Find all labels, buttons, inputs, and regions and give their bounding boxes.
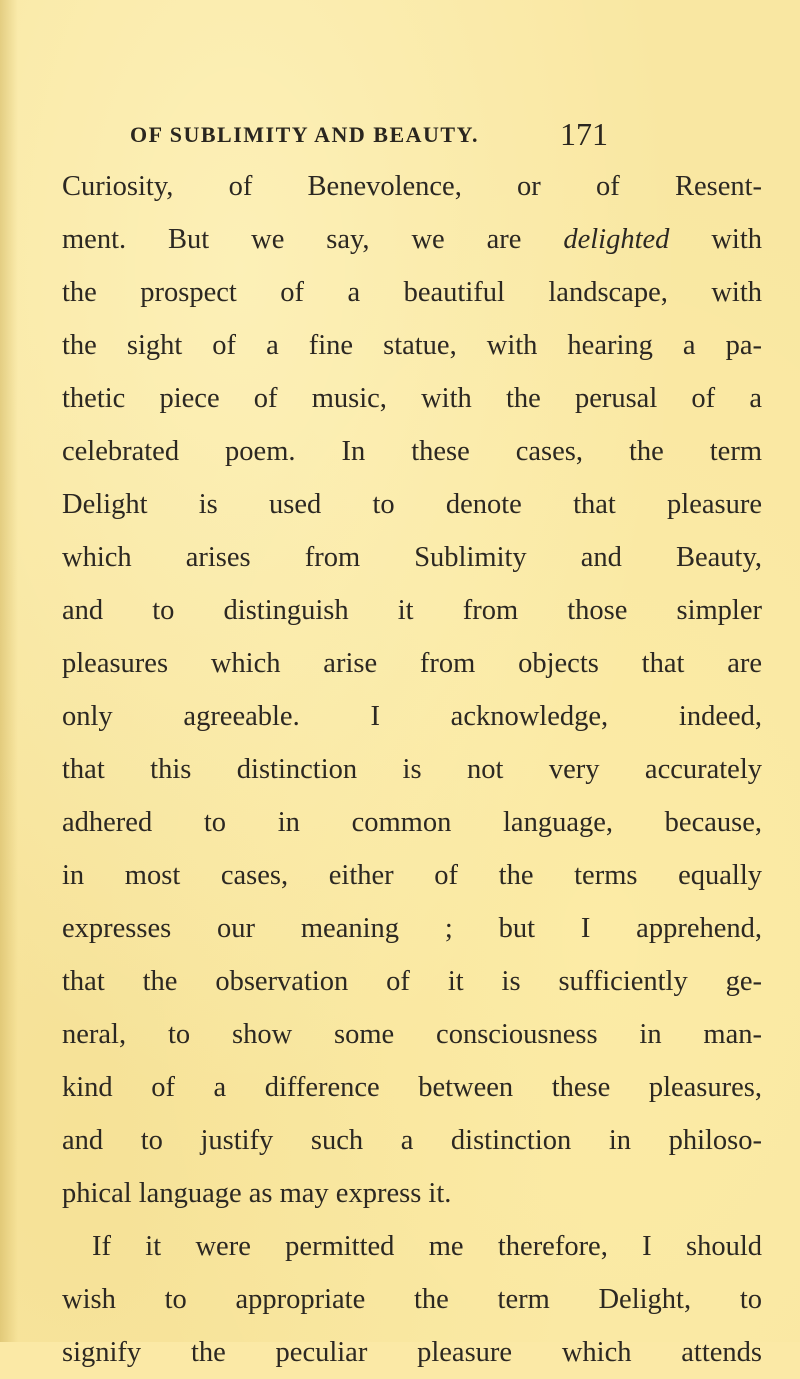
text-line-1: Curiosity, of Benevolence, or of Resent- xyxy=(62,171,762,202)
text-line-18: kind of a difference between these pleasures, xyxy=(62,1072,762,1103)
text-line-2 xyxy=(62,213,762,266)
text-line-4: the sight of a fine statue, with hearing a pa- xyxy=(62,330,762,361)
text-line-7: Delight is used to denote that pleasure xyxy=(62,489,762,520)
page-number: 171 xyxy=(560,116,608,152)
body-text xyxy=(62,160,762,1379)
text-line-20: phical language as may express it. xyxy=(62,1178,452,1209)
text-line-8: which arises from Sublimity and Beauty, xyxy=(62,542,762,573)
emphasis-delighted: delighted xyxy=(563,224,670,255)
running-title: OF SUBLIMITY AND BEAUTY. xyxy=(130,122,479,147)
text-line-10: pleasures which arise from objects that are xyxy=(62,648,762,679)
text-line-15: expresses our meaning ; but I apprehend, xyxy=(62,913,762,944)
text-line-11: only agreeable. I acknowledge, indeed, xyxy=(62,701,762,732)
text-line-16: that the observation of it is sufficiently ge- xyxy=(62,966,762,997)
text-line-13: adhered to in common language, because, xyxy=(62,807,762,838)
page-gutter-shadow xyxy=(0,0,18,1342)
running-head xyxy=(130,116,750,156)
text-line-2-start: ment. But we say, we are xyxy=(62,224,564,255)
text-line-5: thetic piece of music, with the perusal of a xyxy=(62,383,762,414)
text-line-3: the prospect of a beautiful landscape, with xyxy=(62,277,762,308)
text-line-17: neral, to show some consciousness in man- xyxy=(62,1019,762,1050)
text-line-2-end: with xyxy=(669,224,762,255)
text-line-12: that this distinction is not very accurately xyxy=(62,754,762,785)
text-line-22: wish to appropriate the term Delight, to xyxy=(62,1284,762,1315)
text-line-23: signify the peculiar pleasure which attends xyxy=(62,1337,762,1368)
text-line-19: and to justify such a distinction in philoso- xyxy=(62,1125,762,1156)
text-line-9: and to distinguish it from those simpler xyxy=(62,595,762,626)
text-line-6: celebrated poem. In these cases, the term xyxy=(62,436,762,467)
text-line-21: If it were permitted me therefore, I should xyxy=(92,1231,762,1262)
text-line-14: in most cases, either of the terms equally xyxy=(62,860,762,891)
